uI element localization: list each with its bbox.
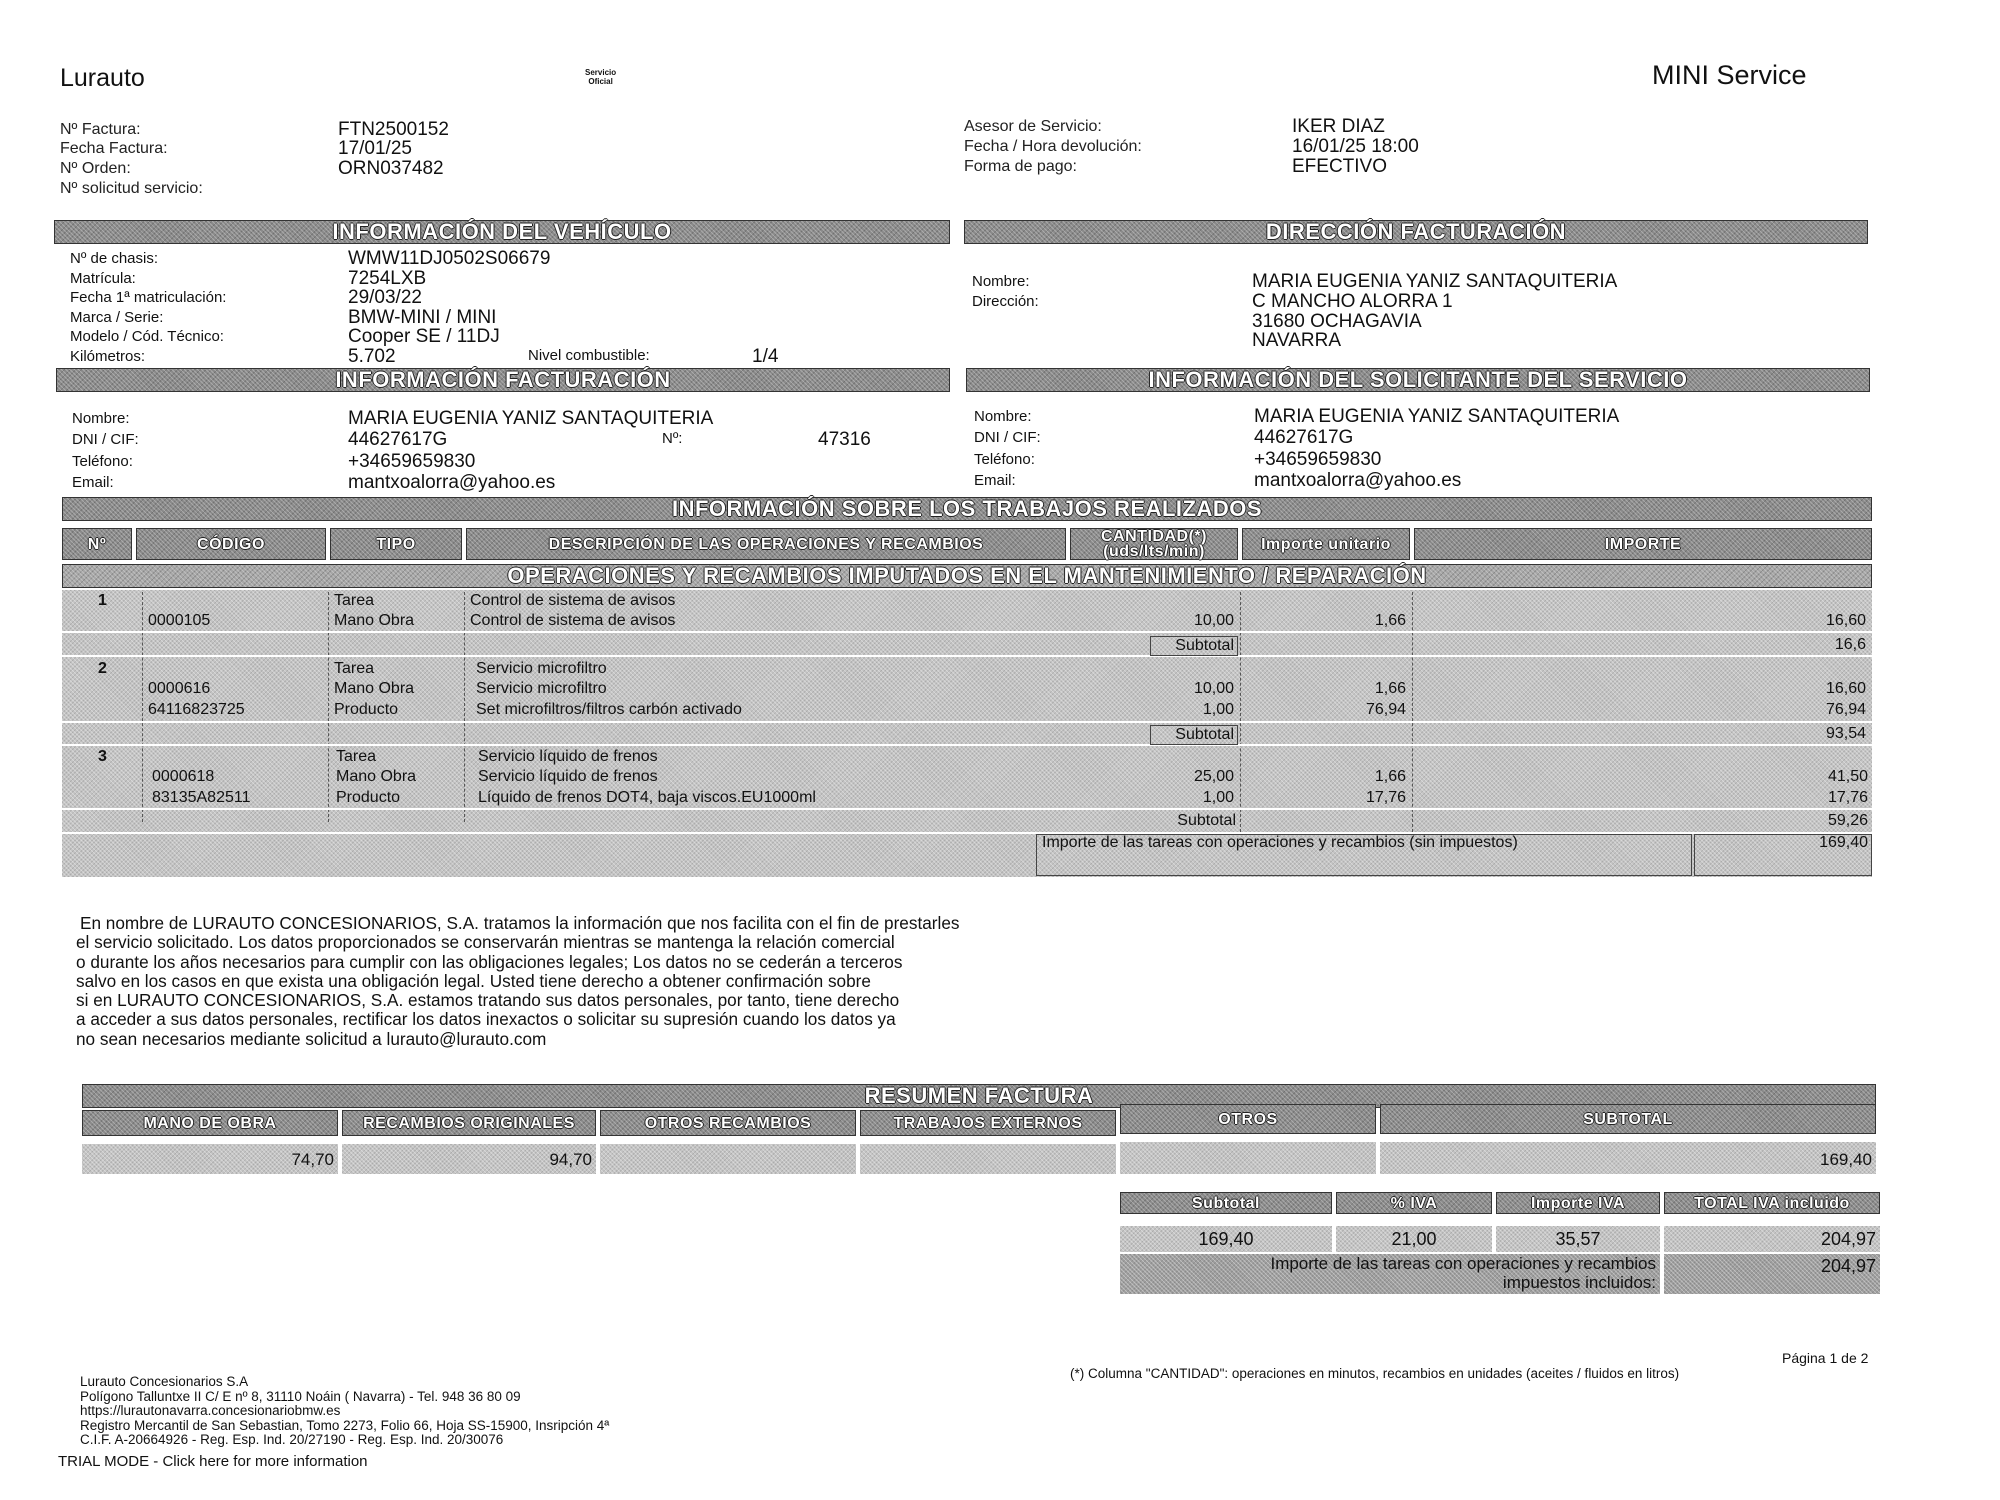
maintenance-section-header: OPERACIONES Y RECAMBIOS IMPUTADOS EN EL MANTENIMIENTO / REPARACIÓN [62, 564, 1872, 588]
line-quantity: 1,00 [1202, 789, 1234, 806]
line-quantity: 1,00 [1202, 701, 1234, 718]
line-unit-price: 1,66 [1374, 612, 1406, 629]
billing-phone-label: Teléfono: [72, 453, 133, 470]
group-separator [62, 744, 1872, 746]
summary-value-subtotal: 169,40 [1820, 1150, 1872, 1169]
company-registry: Registro Mercantil de San Sebastian, Tomo 2273, Folio 66, Hoja SS-15900, Insripción 4ª [80, 1417, 610, 1433]
subtotal-label: Subtotal [1150, 636, 1238, 656]
line-description: Set microfiltros/filtros carbón activado [476, 701, 742, 718]
requester-name-label: Nombre: [974, 408, 1032, 425]
line-type: Tarea [336, 748, 377, 765]
requester-name: MARIA EUGENIA YANIZ SANTAQUITERIA [1254, 406, 1620, 427]
line-amount: 16,60 [1825, 612, 1866, 629]
subtotal-value: 93,54 [1825, 725, 1866, 742]
company-tax-id: C.I.F. A-20664926 - Reg. Esp. Ind. 20/27190 - Reg. Esp. Ind. 20/30076 [80, 1432, 504, 1447]
invoice-date-label: Fecha Factura: [60, 140, 168, 157]
company-address: Polígono Talluntxe II C/ E nº 8, 31110 Noáin ( Navarra) - Tel. 948 36 80 09 [80, 1388, 521, 1404]
requester-dni: 44627617G [1254, 427, 1354, 448]
line-type: Mano Obra [334, 680, 415, 697]
line-code: 0000616 [148, 680, 211, 697]
advisor-name: IKER DIAZ [1292, 116, 1385, 137]
billing-address-label: Dirección: [972, 293, 1039, 310]
tax-col-vat-rate: % IVA [1336, 1192, 1492, 1214]
col-header-code: CÓDIGO [136, 528, 326, 560]
line-description: Servicio microfiltro [476, 660, 607, 677]
invoice-date: 17/01/25 [338, 138, 412, 159]
grand-total-value: 204,97 [1820, 1256, 1876, 1276]
line-quantity: 10,00 [1193, 612, 1234, 629]
billing-email-label: Email: [72, 474, 114, 491]
line-type: Producto [334, 701, 399, 718]
requester-email: mantxoalorra@yahoo.es [1254, 470, 1462, 491]
make-series-label: Marca / Serie: [70, 309, 164, 326]
line-description: Servicio líquido de frenos [478, 768, 658, 785]
summary-col-other-parts: OTROS RECAMBIOS [600, 1110, 856, 1136]
chassis-label: Nº de chasis: [70, 250, 159, 267]
line-amount: 76,94 [1825, 701, 1866, 718]
order-number: ORN037482 [338, 158, 444, 179]
group-separator [62, 721, 1872, 723]
billing-address-line-1: C MANCHO ALORRA 1 [1252, 291, 1453, 312]
col-header-unit-price: Importe unitario [1242, 528, 1410, 560]
privacy-line: no sean necesarios mediante solicitud a lurauto@lurauto.com [76, 1028, 547, 1049]
billing-customer-number: 47316 [818, 429, 871, 450]
summary-col-subtotal: SUBTOTAL [1380, 1104, 1876, 1134]
line-unit-price: 17,76 [1365, 789, 1406, 806]
line-type: Tarea [334, 592, 375, 609]
summary-value-original-parts: 94,70 [549, 1150, 592, 1169]
model-code-value: Cooper SE / 11DJ [348, 326, 500, 347]
badge-line-1: Servicio [585, 68, 617, 77]
line-code: 0000105 [148, 612, 211, 629]
summary-header: RESUMEN FACTURA [82, 1084, 1876, 1108]
divider [1412, 592, 1413, 832]
mileage-value: 5.702 [348, 346, 396, 367]
summary-col-other: OTROS [1120, 1104, 1376, 1134]
subtotal-value: 16,6 [1834, 636, 1866, 653]
tax-value-total: 204,97 [1820, 1229, 1876, 1249]
summary-value-labor: 74,70 [291, 1150, 334, 1169]
summary-col-labor: MANO DE OBRA [82, 1110, 338, 1136]
line-description: Control de sistema de avisos [470, 592, 676, 609]
line-description: Servicio líquido de frenos [478, 748, 658, 765]
brand-name: Lurauto [60, 64, 145, 92]
privacy-line: el servicio solicitado. Los datos proporcionados se conservarán mientras se mantenga la relación comercial [76, 932, 895, 953]
invoice-number-label: Nº Factura: [60, 121, 141, 138]
billing-address-line-2: 31680 OCHAGAVIA [1252, 311, 1422, 332]
col-header-quantity-line2: (uds/lts/min) [1103, 543, 1205, 560]
privacy-line: salvo en los casos en que exista una obligación legal. Usted tiene derecho a obtener confirmación sobre [76, 970, 871, 991]
line-quantity: 25,00 [1193, 768, 1234, 785]
requester-header: INFORMACIÓN DEL SOLICITANTE DEL SERVICIO [966, 368, 1870, 392]
works-total-label: Importe de las tareas con operaciones y recambios (sin impuestos) [1042, 834, 1518, 851]
line-quantity: 10,00 [1193, 680, 1234, 697]
line-unit-price: 1,66 [1374, 768, 1406, 785]
service-brand: MINI Service [1652, 60, 1807, 90]
billing-name-label: Nombre: [72, 410, 130, 427]
billing-dni: 44627617G [348, 429, 448, 450]
line-type: Tarea [334, 660, 375, 677]
privacy-line: a acceder a sus datos personales, rectificar los datos inexactos o solicitar su supresión cuando los datos ya [76, 1009, 896, 1030]
summary-cell-other-parts [600, 1144, 856, 1174]
line-description: Líquido de frenos DOT4, baja viscos.EU1000ml [478, 789, 816, 806]
service-request-label: Nº solicitud servicio: [60, 180, 203, 197]
billing-name: MARIA EUGENIA YANIZ SANTAQUITERIA [348, 408, 714, 429]
requester-phone: +34659659830 [1254, 449, 1382, 470]
billing-address-header: DIRECCIÓN FACTURACIÓN [964, 220, 1868, 244]
fuel-level-value: 1/4 [752, 346, 779, 367]
company-website: https://lurautonavarra.concesionariobmw.es [80, 1403, 341, 1418]
subtotal-label: Subtotal [1150, 725, 1238, 745]
quantity-footnote: (*) Columna "CANTIDAD": operaciones en minutos, recambios en unidades (aceites / fluidos en litros) [1070, 1366, 1680, 1381]
billing-email: mantxoalorra@yahoo.es [348, 472, 556, 493]
line-type: Mano Obra [336, 768, 417, 785]
tax-col-subtotal: Subtotal [1120, 1192, 1332, 1214]
company-name: Lurauto Concesionarios S.A [80, 1374, 249, 1389]
group-number: 3 [98, 748, 107, 765]
privacy-notice [76, 914, 959, 1049]
chassis-value: WMW11DJ0502S06679 [348, 248, 551, 269]
tax-value-subtotal: 169,40 [1198, 1229, 1254, 1249]
official-service-badge [585, 68, 616, 86]
divider [464, 592, 465, 822]
advisor-label: Asesor de Servicio: [964, 118, 1102, 135]
subtotal-value: 59,26 [1827, 812, 1868, 829]
line-description: Servicio microfiltro [476, 680, 607, 697]
billing-address-name-label: Nombre: [972, 273, 1030, 290]
fuel-level-label: Nivel combustible: [528, 347, 650, 364]
billing-customer-number-label: Nº: [662, 430, 683, 447]
line-description: Control de sistema de avisos [470, 612, 676, 629]
billing-address-name: MARIA EUGENIA YANIZ SANTAQUITERIA [1252, 271, 1618, 292]
divider [142, 592, 143, 822]
tax-col-vat-amount: Importe IVA [1496, 1192, 1660, 1214]
privacy-line: En nombre de LURAUTO CONCESIONARIOS, S.A. tratamos la información que nos facilita con el fin de prestarles [80, 913, 960, 933]
line-unit-price: 76,94 [1365, 701, 1406, 718]
make-series-value: BMW-MINI / MINI [348, 307, 497, 328]
plate-label: Matrícula: [70, 270, 136, 287]
billing-phone: +34659659830 [348, 451, 476, 472]
line-amount: 16,60 [1825, 680, 1866, 697]
divider [328, 592, 329, 822]
plate-value: 7254LXB [348, 268, 427, 289]
line-type: Mano Obra [334, 612, 415, 629]
tax-col-total: TOTAL IVA incluido [1664, 1192, 1880, 1214]
requester-email-label: Email: [974, 472, 1016, 489]
line-unit-price: 1,66 [1374, 680, 1406, 697]
group-number: 2 [98, 660, 107, 677]
line-code: 64116823725 [148, 701, 245, 718]
first-registration-value: 29/03/22 [348, 287, 422, 308]
payment-method-label: Forma de pago: [964, 158, 1077, 175]
badge-line-2: Oficial [588, 77, 613, 86]
billing-dni-label: DNI / CIF: [72, 431, 139, 448]
tax-value-vat-rate: 21,00 [1391, 1229, 1437, 1249]
order-number-label: Nº Orden: [60, 160, 131, 177]
col-header-quantity-line1: CANTIDAD(*) [1101, 528, 1207, 545]
company-info [80, 1375, 609, 1448]
billing-address-line-3: NAVARRA [1252, 330, 1342, 351]
requester-dni-label: DNI / CIF: [974, 429, 1041, 446]
first-registration-label: Fecha 1ª matriculación: [70, 289, 227, 306]
requester-phone-label: Teléfono: [974, 451, 1035, 468]
grand-total-label-line1: Importe de las tareas con operaciones y recambios [1270, 1254, 1656, 1273]
works-section-header: INFORMACIÓN SOBRE LOS TRABAJOS REALIZADOS [62, 497, 1872, 521]
payment-method: EFECTIVO [1292, 156, 1388, 177]
line-type: Producto [336, 789, 401, 806]
page-indicator: Página 1 de 2 [1782, 1350, 1869, 1366]
model-code-label: Modelo / Cód. Técnico: [70, 328, 224, 345]
privacy-line: o durante los años necesarios para cumplir con las obligaciones legales; Los datos no se cederán a terceros [76, 951, 903, 972]
summary-col-external-work: TRABAJOS EXTERNOS [860, 1110, 1116, 1136]
col-header-amount: IMPORTE [1414, 528, 1872, 560]
invoice-number: FTN2500152 [338, 119, 449, 140]
line-amount: 41,50 [1827, 768, 1868, 785]
col-header-description: DESCRIPCIÓN DE LAS OPERACIONES Y RECAMBIOS [466, 528, 1066, 560]
vehicle-section-header: INFORMACIÓN DEL VEHÍCULO [54, 220, 950, 244]
divider [1240, 592, 1241, 832]
privacy-line: si en LURAUTO CONCESIONARIOS, S.A. estamos tratando sus datos personales, por tanto, tiene derecho [76, 990, 900, 1011]
return-datetime-label: Fecha / Hora devolución: [964, 138, 1142, 155]
return-datetime: 16/01/25 18:00 [1292, 136, 1419, 157]
mileage-label: Kilómetros: [70, 348, 146, 365]
subtotal-label: Subtotal [1177, 812, 1236, 829]
line-amount: 17,76 [1827, 789, 1868, 806]
col-header-type: TIPO [330, 528, 462, 560]
summary-cell-other [1120, 1142, 1376, 1174]
group-number: 1 [98, 592, 107, 609]
tax-value-vat-amount: 35,57 [1555, 1229, 1601, 1249]
trial-mode-link[interactable]: TRIAL MODE - Click here for more information [58, 1453, 368, 1470]
group-separator [62, 631, 1872, 633]
works-total-value: 169,40 [1819, 834, 1868, 851]
col-header-num: Nº [62, 528, 132, 560]
grand-total-label-line2: impuestos incluidos: [1502, 1273, 1656, 1292]
billing-info-header: INFORMACIÓN FACTURACIÓN [56, 368, 950, 392]
group-separator [62, 655, 1872, 657]
summary-col-original-parts: RECAMBIOS ORIGINALES [342, 1110, 596, 1136]
line-code: 0000618 [152, 768, 215, 785]
summary-cell-external-work [860, 1144, 1116, 1174]
group-separator [62, 808, 1872, 810]
col-header-quantity [1070, 528, 1238, 560]
line-code: 83135A82511 [152, 789, 251, 806]
